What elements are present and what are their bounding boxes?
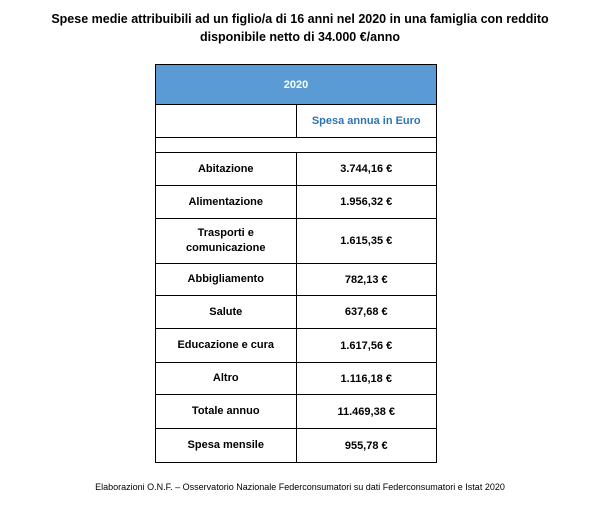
row-label: Trasporti e comunicazione — [156, 219, 297, 264]
table-row — [156, 429, 437, 463]
row-label: Educazione e cura — [156, 329, 297, 363]
row-value: 3.744,16 € — [296, 153, 437, 186]
row-value: 1.615,35 € — [296, 219, 437, 264]
table-row — [156, 363, 437, 395]
column-header-row — [156, 105, 437, 138]
table-row — [156, 329, 437, 363]
row-value: 11.469,38 € — [296, 395, 437, 429]
page-title — [40, 10, 560, 46]
column-header: Spesa annua in Euro — [296, 105, 437, 138]
table-row — [156, 219, 437, 264]
row-label: Salute — [156, 296, 297, 329]
title-line-1: Spese medie attribuibili ad un figlio/a di 16 anni nel 2020 in una famiglia con reddito — [51, 12, 549, 26]
row-value: 1.116,18 € — [296, 363, 437, 395]
source-footnote: Elaborazioni O.N.F. – Osservatorio Nazionale Federconsumatori su dati Federconsumatori e Istat 2020 — [95, 482, 505, 492]
expense-table — [155, 64, 437, 463]
row-value: 782,13 € — [296, 264, 437, 296]
row-label: Abbigliamento — [156, 264, 297, 296]
year-header: 2020 — [156, 65, 437, 105]
spacer-cell — [156, 138, 437, 153]
row-value: 637,68 € — [296, 296, 437, 329]
table-row — [156, 186, 437, 219]
row-label: Spesa mensile — [156, 429, 297, 463]
table-row — [156, 395, 437, 429]
row-value: 1.956,32 € — [296, 186, 437, 219]
row-label: Abitazione — [156, 153, 297, 186]
spacer-row — [156, 138, 437, 153]
row-label: Alimentazione — [156, 186, 297, 219]
year-header-row — [156, 65, 437, 105]
empty-header-cell — [156, 105, 297, 138]
row-value: 1.617,56 € — [296, 329, 437, 363]
table-row — [156, 153, 437, 186]
table-row — [156, 264, 437, 296]
row-label: Altro — [156, 363, 297, 395]
table-row — [156, 296, 437, 329]
title-line-2: disponibile netto di 34.000 €/anno — [199, 30, 401, 44]
row-value: 955,78 € — [296, 429, 437, 463]
row-label: Totale annuo — [156, 395, 297, 429]
